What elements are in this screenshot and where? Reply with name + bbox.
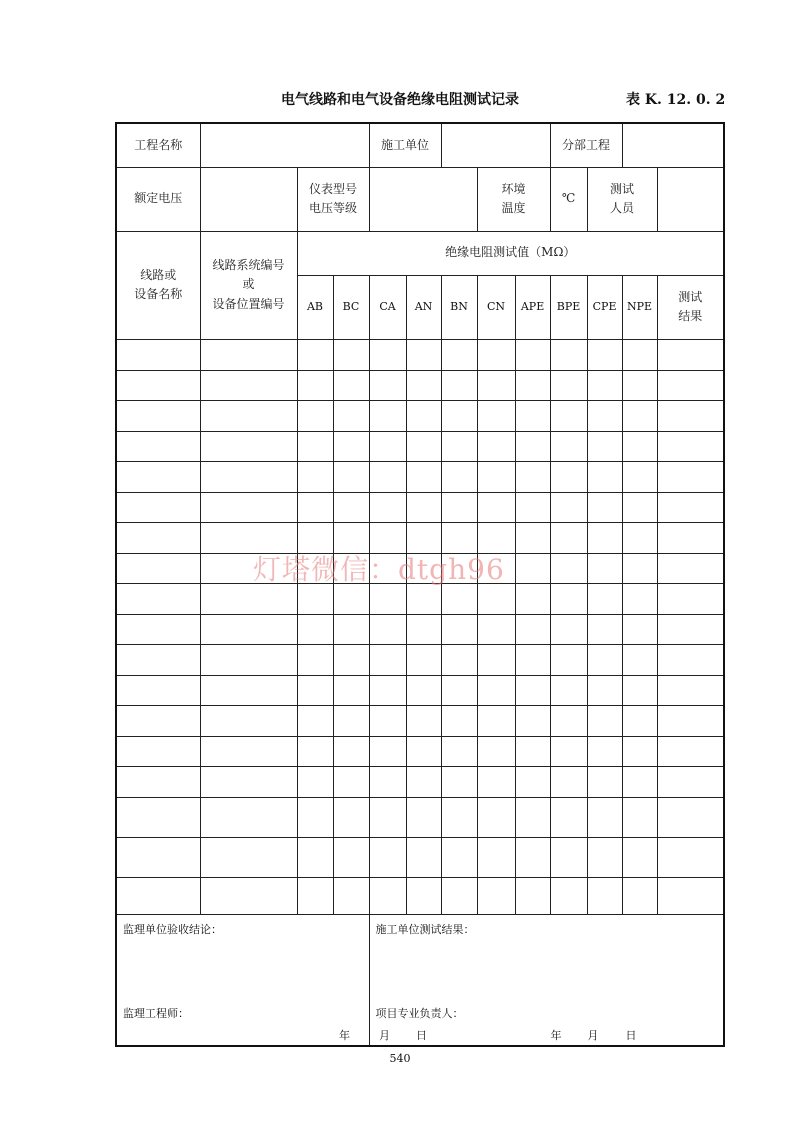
table-cell[interactable] — [116, 675, 200, 705]
col-result — [657, 275, 724, 339]
line-name-text-2: 设备名称 — [134, 287, 183, 301]
table-cell[interactable] — [116, 705, 200, 736]
table-cell[interactable] — [297, 461, 333, 492]
table-cell[interactable] — [200, 461, 297, 492]
footer-row — [116, 914, 724, 1046]
watermark: 灯塔微信：dtgh96 — [253, 553, 505, 586]
rated-voltage-field[interactable] — [200, 167, 297, 231]
table-cell[interactable] — [657, 877, 724, 914]
col-bn: BN — [441, 275, 477, 339]
table-number: 表 K. 12. 0. 2 — [626, 92, 726, 108]
table-cell[interactable] — [587, 339, 622, 370]
table-cell[interactable] — [116, 339, 200, 370]
table-cell[interactable] — [333, 339, 369, 370]
table-cell[interactable] — [622, 736, 657, 766]
table-cell[interactable] — [116, 877, 200, 914]
table-cell[interactable] — [550, 553, 587, 583]
table-cell[interactable] — [587, 675, 622, 705]
voltage-class-text: 电压等级 — [309, 201, 358, 215]
table-cell[interactable] — [406, 675, 441, 705]
instrument-model-text: 仪表型号 — [309, 181, 358, 196]
table-cell[interactable] — [297, 644, 333, 675]
table-cell[interactable] — [297, 431, 333, 461]
result-text-2: 结果 — [678, 309, 703, 323]
table-row — [116, 705, 724, 736]
col-ca: CA — [369, 275, 406, 339]
table-cell[interactable] — [622, 400, 657, 431]
table-cell[interactable] — [441, 837, 477, 877]
table-cell[interactable] — [657, 837, 724, 877]
table-cell[interactable] — [333, 644, 369, 675]
construction-day: 日 — [625, 1028, 637, 1042]
table-cell[interactable] — [622, 553, 657, 583]
table-cell[interactable] — [200, 705, 297, 736]
table-cell[interactable] — [622, 705, 657, 736]
table-cell[interactable] — [587, 705, 622, 736]
table-cell[interactable] — [622, 370, 657, 400]
table-row — [116, 339, 724, 370]
instrument-model-field[interactable] — [369, 167, 477, 231]
construction-result-label: 施工单位测试结果： — [375, 922, 475, 936]
table-cell[interactable] — [441, 492, 477, 522]
col-cpe: CPE — [587, 275, 622, 339]
table-cell[interactable] — [200, 370, 297, 400]
table-cell[interactable] — [515, 431, 550, 461]
table-cell[interactable] — [515, 736, 550, 766]
tester-text-1: 测试 — [610, 181, 635, 196]
table-cell[interactable] — [200, 675, 297, 705]
table-cell[interactable] — [587, 736, 622, 766]
table-cell[interactable] — [333, 675, 369, 705]
table-cell[interactable] — [657, 492, 724, 522]
table-cell[interactable] — [657, 797, 724, 837]
table-cell[interactable] — [477, 675, 515, 705]
table-cell[interactable] — [297, 370, 333, 400]
table-cell[interactable] — [333, 837, 369, 877]
table-cell[interactable] — [622, 522, 657, 553]
table-cell[interactable] — [297, 400, 333, 431]
table-cell[interactable] — [622, 461, 657, 492]
table-cell[interactable] — [477, 797, 515, 837]
table-cell[interactable] — [657, 583, 724, 614]
table-cell[interactable] — [587, 492, 622, 522]
table-cell[interactable] — [116, 766, 200, 797]
table-cell[interactable] — [587, 431, 622, 461]
table-cell[interactable] — [297, 766, 333, 797]
table-cell[interactable] — [200, 400, 297, 431]
table-row — [116, 492, 724, 522]
construction-block[interactable] — [369, 914, 724, 1046]
table-cell[interactable] — [515, 797, 550, 837]
table-cell[interactable] — [441, 644, 477, 675]
table-cell[interactable] — [441, 370, 477, 400]
table-cell[interactable] — [657, 461, 724, 492]
table-cell[interactable] — [622, 339, 657, 370]
table-cell[interactable] — [622, 877, 657, 914]
table-row — [116, 370, 724, 400]
table-cell[interactable] — [587, 837, 622, 877]
supervising-engineer-label: 监理工程师： — [123, 1006, 189, 1020]
table-cell[interactable] — [587, 644, 622, 675]
tester-text-2: 人员 — [610, 201, 635, 215]
table-cell[interactable] — [369, 797, 406, 837]
temp-unit[interactable]: ℃ — [550, 167, 587, 231]
table-cell[interactable] — [477, 339, 515, 370]
col-cn: CN — [477, 275, 515, 339]
table-cell[interactable] — [116, 837, 200, 877]
table-cell[interactable] — [587, 522, 622, 553]
table-cell[interactable] — [587, 877, 622, 914]
table-cell[interactable] — [441, 705, 477, 736]
table-cell[interactable] — [441, 736, 477, 766]
table-cell[interactable] — [116, 614, 200, 644]
table-cell[interactable] — [550, 736, 587, 766]
table-cell[interactable] — [515, 614, 550, 644]
table-cell[interactable] — [477, 766, 515, 797]
table-cell[interactable] — [515, 644, 550, 675]
table-cell[interactable] — [441, 614, 477, 644]
table-cell[interactable] — [622, 583, 657, 614]
table-cell[interactable] — [657, 370, 724, 400]
table-cell[interactable] — [441, 797, 477, 837]
table-cell[interactable] — [116, 797, 200, 837]
table-cell[interactable] — [477, 837, 515, 877]
table-cell[interactable] — [515, 877, 550, 914]
table-cell[interactable] — [550, 492, 587, 522]
table-cell[interactable] — [369, 837, 406, 877]
table-cell[interactable] — [406, 797, 441, 837]
supervision-year: 年 — [339, 1028, 350, 1042]
table-cell[interactable] — [550, 675, 587, 705]
table-cell[interactable] — [406, 614, 441, 644]
sys-no-text-1: 线路系统编号 — [212, 258, 285, 273]
sub-project-label: 分部工程 — [550, 123, 622, 167]
table-cell[interactable] — [515, 837, 550, 877]
table-cell[interactable] — [550, 614, 587, 644]
table-cell[interactable] — [297, 837, 333, 877]
data-rows — [116, 339, 724, 914]
table-cell[interactable] — [369, 766, 406, 797]
col-ab: AB — [297, 275, 333, 339]
table-cell[interactable] — [587, 461, 622, 492]
table-cell[interactable] — [333, 877, 369, 914]
table-cell[interactable] — [657, 675, 724, 705]
table-cell[interactable] — [333, 370, 369, 400]
table-cell[interactable] — [550, 400, 587, 431]
table-cell[interactable] — [515, 766, 550, 797]
table-cell[interactable] — [116, 736, 200, 766]
table-cell[interactable] — [550, 339, 587, 370]
table-cell[interactable] — [369, 339, 406, 370]
table-cell[interactable] — [369, 644, 406, 675]
table-cell[interactable] — [550, 583, 587, 614]
table-cell[interactable] — [200, 492, 297, 522]
page-number: 540 — [389, 1052, 411, 1065]
col-ape: APE — [515, 275, 550, 339]
construction-unit-field[interactable] — [441, 123, 550, 167]
table-cell[interactable] — [657, 705, 724, 736]
table-cell[interactable] — [369, 675, 406, 705]
table-cell[interactable] — [657, 522, 724, 553]
table-cell[interactable] — [441, 877, 477, 914]
instrument-model-label — [297, 167, 369, 231]
table-cell[interactable] — [587, 553, 622, 583]
table-cell[interactable] — [515, 553, 550, 583]
table-cell[interactable] — [333, 431, 369, 461]
table-cell[interactable] — [657, 614, 724, 644]
table-cell[interactable] — [657, 400, 724, 431]
col-bpe: BPE — [550, 275, 587, 339]
line-name-header — [116, 231, 200, 339]
table-cell[interactable] — [333, 614, 369, 644]
table-cell[interactable] — [477, 705, 515, 736]
table-cell[interactable] — [441, 339, 477, 370]
table-cell[interactable] — [116, 461, 200, 492]
table-cell[interactable] — [550, 705, 587, 736]
table-cell[interactable] — [550, 461, 587, 492]
table-cell[interactable] — [441, 675, 477, 705]
construction-month: 月 — [587, 1028, 599, 1042]
table-cell[interactable] — [297, 705, 333, 736]
table-cell[interactable] — [441, 766, 477, 797]
table-row — [116, 675, 724, 705]
table-cell[interactable] — [622, 837, 657, 877]
table-cell[interactable] — [116, 583, 200, 614]
temp-text: 温度 — [501, 201, 526, 215]
rated-voltage-label: 额定电压 — [116, 167, 200, 231]
table-cell[interactable] — [200, 766, 297, 797]
table-cell[interactable] — [116, 370, 200, 400]
table-cell[interactable] — [622, 797, 657, 837]
env-temp-label — [477, 167, 550, 231]
table-cell[interactable] — [477, 400, 515, 431]
table-cell[interactable] — [369, 705, 406, 736]
table-cell[interactable] — [550, 522, 587, 553]
table-cell[interactable] — [369, 400, 406, 431]
table-cell[interactable] — [441, 400, 477, 431]
table-cell[interactable] — [515, 675, 550, 705]
table-cell[interactable] — [622, 614, 657, 644]
table-cell[interactable] — [369, 877, 406, 914]
sub-project-field[interactable] — [622, 123, 724, 167]
system-number-header — [200, 231, 297, 339]
table-cell[interactable] — [515, 522, 550, 553]
table-cell[interactable] — [406, 370, 441, 400]
construction-year: 年 — [550, 1028, 562, 1042]
table-cell[interactable] — [297, 736, 333, 766]
table-cell[interactable] — [587, 797, 622, 837]
table-cell[interactable] — [657, 339, 724, 370]
table-cell[interactable] — [550, 644, 587, 675]
col-an: AN — [406, 275, 441, 339]
table-cell[interactable] — [515, 583, 550, 614]
table-row — [116, 614, 724, 644]
table-cell[interactable] — [477, 461, 515, 492]
table-cell[interactable] — [550, 370, 587, 400]
table-row — [116, 736, 724, 766]
table-cell[interactable] — [297, 339, 333, 370]
sys-no-text-2: 或 — [242, 277, 255, 292]
table-cell[interactable] — [657, 553, 724, 583]
table-cell[interactable] — [297, 675, 333, 705]
table-row — [116, 400, 724, 431]
measure-group-header: 绝缘电阻测试值（MΩ） — [297, 231, 724, 275]
table-cell[interactable] — [406, 400, 441, 431]
table-cell[interactable] — [515, 370, 550, 400]
col-bc: BC — [333, 275, 369, 339]
supervision-day: 日 — [416, 1028, 427, 1042]
supervision-conclusion-label: 监理单位验收结论： — [123, 922, 222, 936]
table-row — [116, 837, 724, 877]
table-cell[interactable] — [406, 837, 441, 877]
table-cell[interactable] — [333, 400, 369, 431]
table-cell[interactable] — [406, 705, 441, 736]
table-cell[interactable] — [477, 370, 515, 400]
table-cell[interactable] — [515, 400, 550, 431]
table-row — [116, 461, 724, 492]
header-row-project — [116, 123, 724, 167]
table-row — [116, 766, 724, 797]
table-cell[interactable] — [550, 877, 587, 914]
table-cell[interactable] — [550, 797, 587, 837]
table-cell[interactable] — [116, 400, 200, 431]
table-cell[interactable] — [550, 431, 587, 461]
table-cell[interactable] — [477, 736, 515, 766]
table-cell[interactable] — [657, 644, 724, 675]
construction-unit-label: 施工单位 — [369, 123, 441, 167]
table-cell[interactable] — [200, 431, 297, 461]
table-cell[interactable] — [515, 461, 550, 492]
table-cell[interactable] — [200, 877, 297, 914]
table-cell[interactable] — [587, 400, 622, 431]
table-cell[interactable] — [622, 431, 657, 461]
table-cell[interactable] — [116, 553, 200, 583]
table-cell[interactable] — [622, 675, 657, 705]
table-row — [116, 877, 724, 914]
table-cell[interactable] — [515, 705, 550, 736]
table-cell[interactable] — [657, 431, 724, 461]
table-cell[interactable] — [657, 766, 724, 797]
column-header-row-1 — [116, 231, 724, 275]
table-cell[interactable] — [369, 492, 406, 522]
table-cell[interactable] — [297, 797, 333, 837]
sys-no-text-3: 设备位置编号 — [212, 296, 285, 311]
table-cell[interactable] — [116, 522, 200, 553]
table-cell[interactable] — [297, 877, 333, 914]
table-cell[interactable] — [200, 614, 297, 644]
table-row — [116, 431, 724, 461]
table-cell[interactable] — [622, 492, 657, 522]
table-cell[interactable] — [116, 644, 200, 675]
table-cell[interactable] — [406, 644, 441, 675]
table-cell[interactable] — [587, 766, 622, 797]
table-cell[interactable] — [333, 797, 369, 837]
table-cell[interactable] — [369, 431, 406, 461]
table-cell[interactable] — [333, 705, 369, 736]
table-cell[interactable] — [587, 370, 622, 400]
project-name-label: 工程名称 — [116, 123, 200, 167]
table-row — [116, 644, 724, 675]
table-cell[interactable] — [587, 614, 622, 644]
header-row-voltage — [116, 167, 724, 231]
table-cell[interactable] — [369, 614, 406, 644]
table-cell[interactable] — [333, 492, 369, 522]
col-npe: NPE — [622, 275, 657, 339]
table-cell[interactable] — [477, 431, 515, 461]
table-cell[interactable] — [622, 644, 657, 675]
table-cell[interactable] — [406, 766, 441, 797]
table-cell[interactable] — [406, 431, 441, 461]
table-cell[interactable] — [200, 339, 297, 370]
line-name-text-1: 线路或 — [140, 267, 177, 282]
table-cell[interactable] — [369, 736, 406, 766]
table-cell[interactable] — [550, 766, 587, 797]
table-cell[interactable] — [116, 492, 200, 522]
table-cell[interactable] — [406, 877, 441, 914]
document-title: 电气线路和电气设备绝缘电阻测试记录 — [281, 92, 519, 108]
table-cell[interactable] — [477, 492, 515, 522]
table-cell[interactable] — [406, 492, 441, 522]
supervision-month: 月 — [379, 1028, 390, 1042]
project-name-field[interactable] — [200, 123, 369, 167]
table-cell[interactable] — [333, 766, 369, 797]
tester-label — [587, 167, 657, 231]
table-cell[interactable] — [515, 339, 550, 370]
table-cell[interactable] — [200, 736, 297, 766]
table-cell[interactable] — [333, 736, 369, 766]
table-cell[interactable] — [200, 797, 297, 837]
table-cell[interactable] — [657, 736, 724, 766]
table-cell[interactable] — [622, 766, 657, 797]
table-cell[interactable] — [369, 461, 406, 492]
table-cell[interactable] — [297, 492, 333, 522]
table-cell[interactable] — [441, 431, 477, 461]
result-text-1: 测试 — [678, 289, 703, 304]
table-cell[interactable] — [200, 644, 297, 675]
table-cell[interactable] — [406, 339, 441, 370]
tester-field[interactable] — [657, 167, 724, 231]
table-cell[interactable] — [550, 837, 587, 877]
table-cell[interactable] — [369, 370, 406, 400]
table-cell[interactable] — [477, 614, 515, 644]
table-cell[interactable] — [116, 431, 200, 461]
table-cell[interactable] — [333, 461, 369, 492]
table-cell[interactable] — [515, 492, 550, 522]
table-cell[interactable] — [406, 736, 441, 766]
table-cell[interactable] — [406, 461, 441, 492]
table-cell[interactable] — [477, 877, 515, 914]
table-cell[interactable] — [297, 614, 333, 644]
env-text: 环境 — [501, 181, 526, 196]
table-row — [116, 797, 724, 837]
project-manager-label: 项目专业负责人： — [375, 1006, 464, 1020]
table-cell[interactable] — [477, 644, 515, 675]
table-cell[interactable] — [587, 583, 622, 614]
table-cell[interactable] — [200, 837, 297, 877]
table-cell[interactable] — [441, 461, 477, 492]
